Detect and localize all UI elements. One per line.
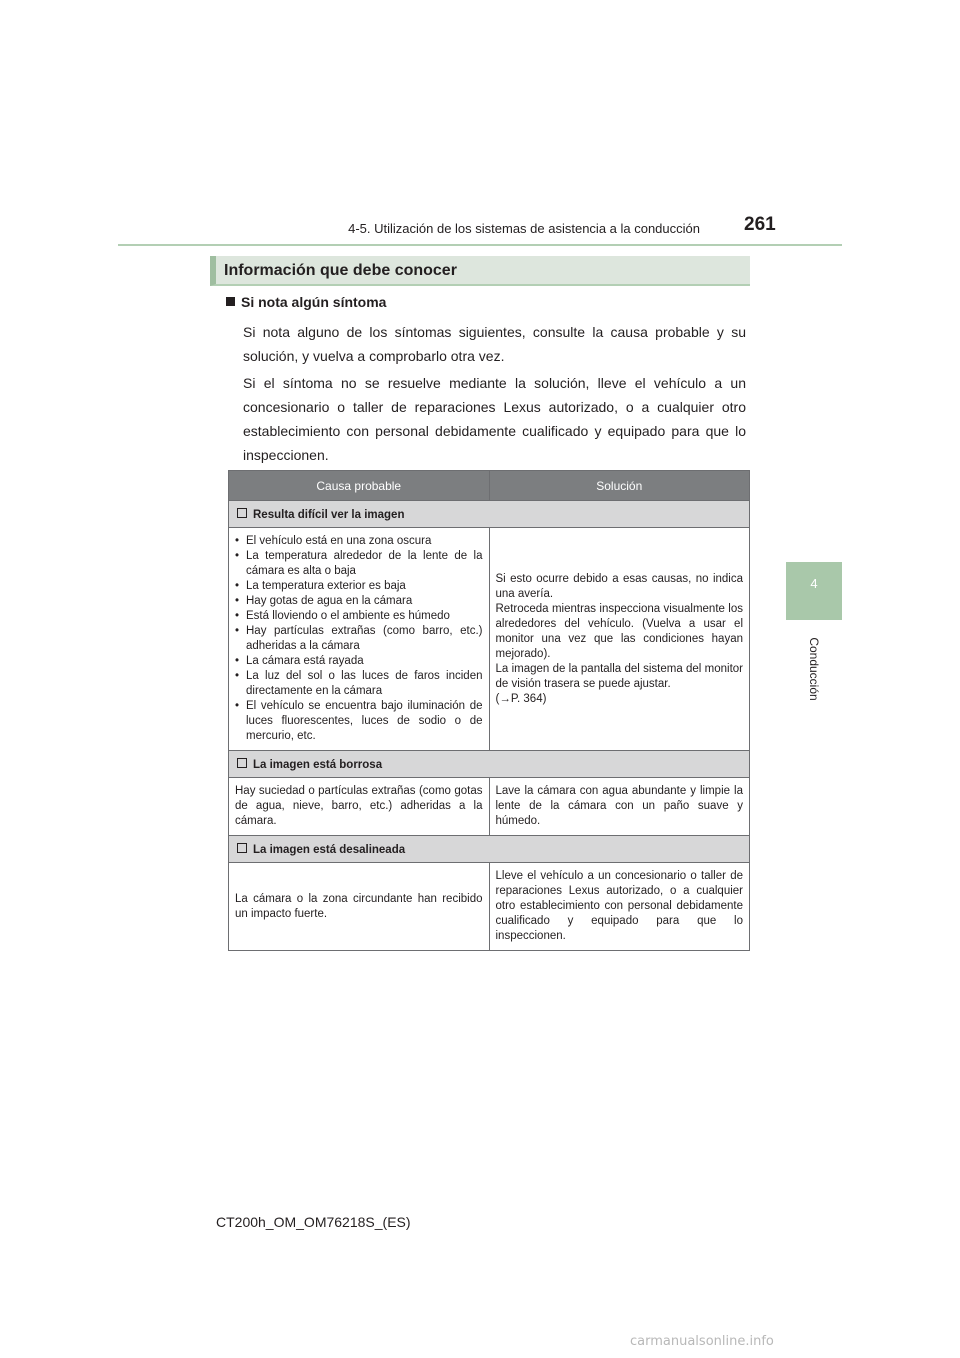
solution-cell: Lleve el vehículo a un concesionario o taller de reparaciones Lexus autorizado, o a cualquier otro establecimiento con personal debidamente cualificado y equipado para que lo inspeccionen. — [489, 863, 750, 951]
cause-cell: La cámara o la zona circundante han recibido un impacto fuerte. — [229, 863, 490, 951]
column-header-solution: Solución — [489, 471, 750, 501]
list-item: • Hay gotas de agua en la cámara — [235, 594, 483, 609]
list-item: • La luz del sol o las luces de faros inciden directamente en la cámara — [235, 669, 483, 699]
solution-cell: Si esto ocurre debido a esas causas, no indica una avería. Retroceda mientras inspecciona visualmente los alrededores del vehículo. (Vuelva a usar el monitor una vez que las condiciones hayan mejorado). La imagen de la pantalla del sistema del monitor de visión trasera se puede ajustar. (→P. 364) — [489, 528, 750, 751]
category-cell — [229, 836, 750, 863]
table-header-row — [229, 471, 750, 501]
checkbox-icon — [237, 843, 247, 853]
list-item: • El vehículo se encuentra bajo iluminación de luces fluorescentes, luces de sodio o de mercurio, etc. — [235, 699, 483, 744]
category-row — [229, 501, 750, 528]
list-item: • Hay partículas extrañas (como barro, etc.) adheridas a la cámara — [235, 624, 483, 654]
list-item: • La temperatura alrededor de la lente de la cámara es alta o baja — [235, 549, 483, 579]
paragraph-2: Si el síntoma no se resuelve mediante la solución, lleve el vehículo a un concesionario o taller de reparaciones Lexus autorizado, o a cualquier otro establecimiento con personal debidamente cualificado y equipado para que lo inspeccionen. — [243, 375, 746, 463]
table-row — [229, 863, 750, 951]
paragraph-1: Si nota alguno de los síntomas siguientes, consulte la causa probable y su solución, y vuelva a comprobarlo otra vez. — [243, 324, 746, 364]
square-bullet-icon — [226, 297, 235, 306]
column-header-cause: Causa probable — [229, 471, 490, 501]
list-item: • La temperatura exterior es baja — [235, 579, 483, 594]
subheading — [226, 294, 386, 310]
chapter-number: 4 — [810, 576, 818, 591]
checkbox-icon — [237, 508, 247, 518]
header-divider — [118, 244, 842, 246]
solution-cell: Lave la cámara con agua abundante y limpie la lente de la cámara con un paño suave y húmedo. — [489, 778, 750, 836]
section-title: Información que debe conocer — [224, 262, 457, 279]
list-item: • La cámara está rayada — [235, 654, 483, 669]
table-row — [229, 528, 750, 751]
category-label: La imagen está desalineada — [253, 843, 406, 856]
chapter-label: Conducción — [807, 637, 821, 701]
list-item: • Está lloviendo o el ambiente es húmedo — [235, 609, 483, 624]
page-number: 261 — [744, 214, 776, 235]
category-row — [229, 836, 750, 863]
list-item: • El vehículo está en una zona oscura — [235, 534, 483, 549]
category-cell — [229, 751, 750, 778]
header-section-title: 4-5. Utilización de los sistemas de asistencia a la conducción — [348, 221, 700, 236]
cause-cell — [229, 528, 490, 751]
document-code: CT200h_OM_OM76218S_(ES) — [216, 1214, 411, 1230]
subheading-text: Si nota algún síntoma — [241, 294, 387, 310]
table-row — [229, 778, 750, 836]
category-cell — [229, 501, 750, 528]
watermark: carmanualsonline.info — [630, 1334, 774, 1349]
symptom-table — [228, 470, 750, 951]
cause-cell: Hay suciedad o partículas extrañas (como gotas de agua, nieve, barro, etc.) adheridas a la cámara. — [229, 778, 490, 836]
section-header — [210, 256, 750, 286]
cause-list — [235, 534, 483, 744]
checkbox-icon — [237, 758, 247, 768]
category-label: La imagen está borrosa — [253, 758, 383, 771]
category-label: Resulta difícil ver la imagen — [253, 508, 405, 521]
category-row — [229, 751, 750, 778]
chapter-tab[interactable] — [786, 562, 842, 620]
